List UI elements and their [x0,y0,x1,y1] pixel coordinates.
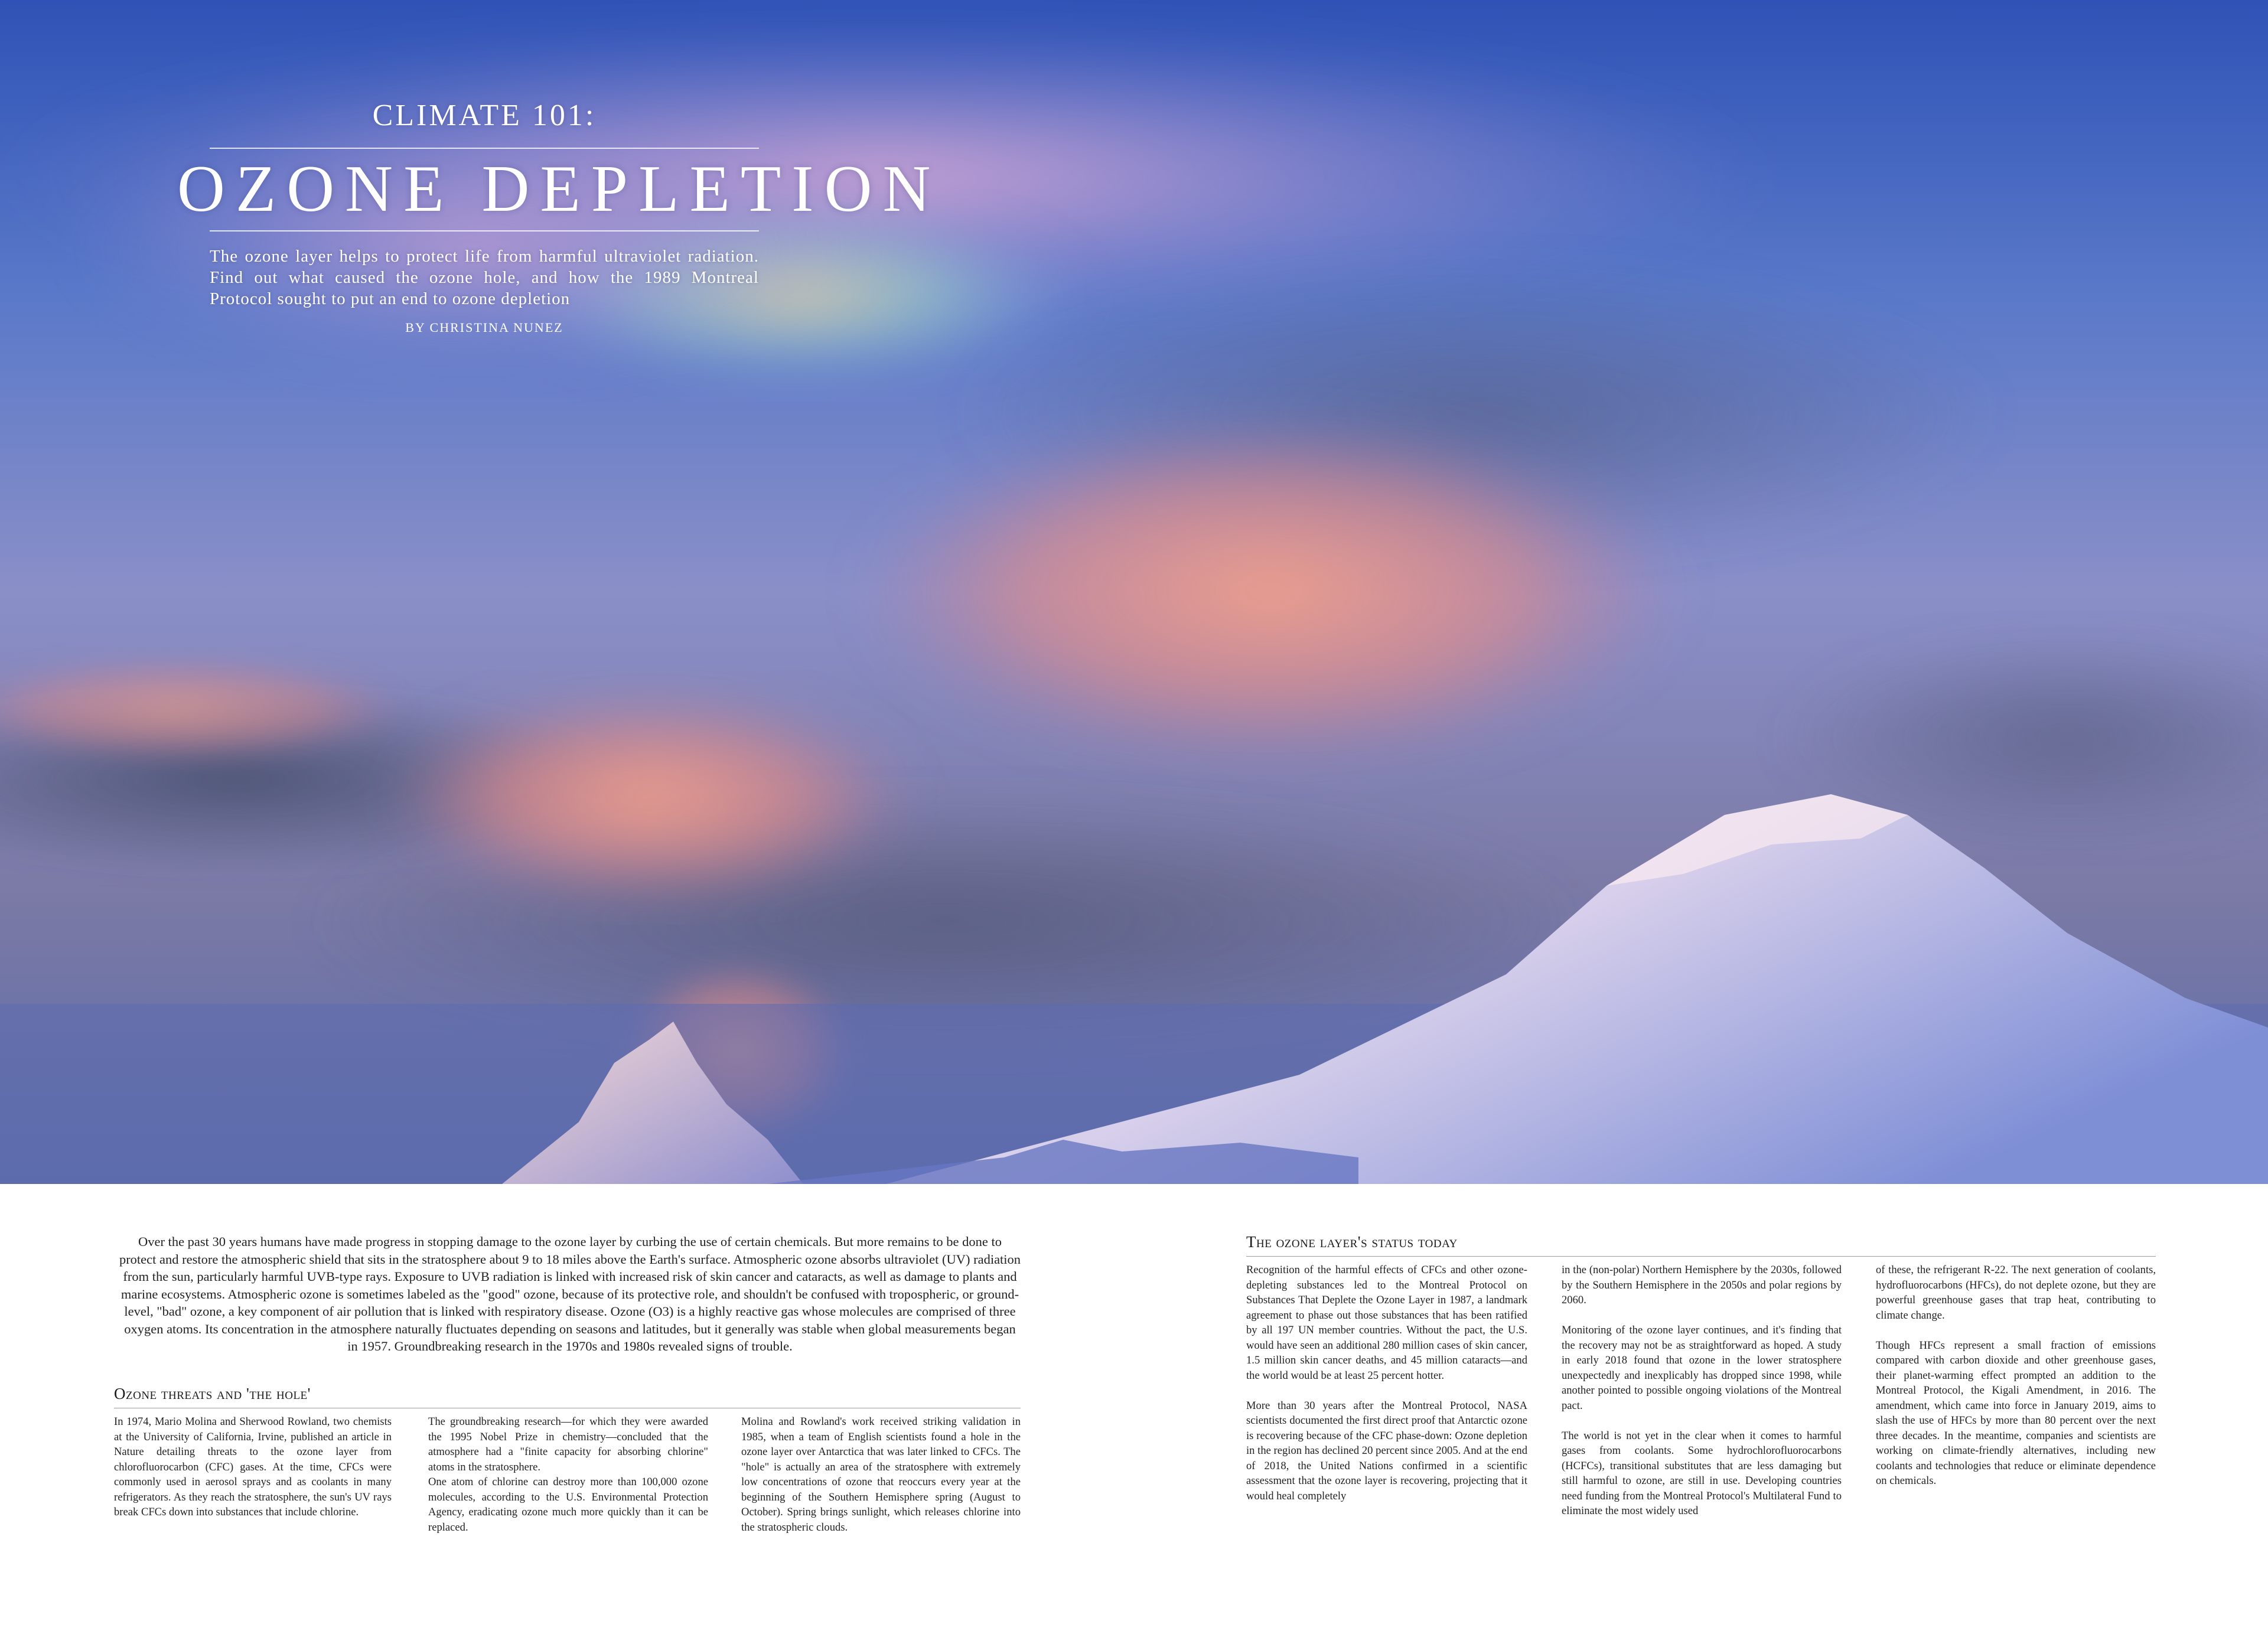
paragraph: in the (non-polar) Northern Hemisphere by the 2030s, followed by the Southern Hemisphere in the 2050s and polar regions by 2060. [1562,1264,1842,1306]
paragraph: In 1974, Mario Molina and Sherwood Rowland, two chemists at the University of California, Irvine, published an article in Nature detailing threats to the ozone layer from chlorofluorocarbon (CFC) gases. At the time, CFCs were commonly used in aerosol sprays and as coolants in many refrigerators. As they reach the stratosphere, the sun's UV rays break CFCs down into substances that include chlorine. [114,1415,392,1518]
section1-column-2 [428,1414,708,1535]
title-rule-top [210,148,759,149]
paragraph: Recognition of the harmful effects of CFCs and other ozone-depleting substances led to the Montreal Protocol on Substances That Deplete the Ozone Layer in 1987, a landmark agreement to phase out those substances that has been ratified by all 197 UN member countries. Without the pact, the U.S. would have seen an additional 280 million cases of skin cancer, 1.5 million skin cancer deaths, and 45 million cataracts—and the world would be at least 25 percent hotter. [1246,1264,1527,1382]
section1-column-1 [114,1414,392,1520]
paragraph: of these, the refrigerant R-22. The next generation of coolants, hydrofluorocarbons (HFCs), do not deplete ozone, but they are powerful greenhouse gases that trap heat, contributing to climate change. [1876,1264,2156,1322]
kicker: CLIMATE 101: [372,99,597,132]
intro-paragraph: Over the past 30 years humans have made progress in stopping damage to the ozone layer by curbing the use of certain chemicals. But more remains to be done to protect and restore the atmospheric shield that sits in the stratosphere about 9 to 18 miles above the Earth's surface. Atmospheric ozone absorbs ultraviolet (UV) radiation from the sun, particularly harmful UVB-type rays. Exposure to UVB radiation is linked with increased risk of skin cancer and cataracts, as well as damage to plants and marine ecosystems. Atmospheric ozone is sometimes labeled as the "good" ozone, because of its protective role, and shouldn't be confused with tropospheric, or ground-level, "bad" ozone, a key component of air pollution that is linked with respiratory disease. Ozone (O3) is a highly reactive gas whose molecules are comprised of three oxygen atoms. Its concentration in the atmosphere naturally fluctuates depending on seasons and latitudes, but it generally was stable when global measurements began in 1957. Groundbreaking research in the 1970s and 1980s revealed signs of trouble. [119,1234,1021,1353]
section2-column-1 [1246,1263,1527,1503]
paragraph: One atom of chlorine can destroy more than 100,000 ozone molecules, according to the U.S. Environmental Protection Agency, eradicating ozone much more quickly than it can be replaced. [428,1476,708,1534]
section2-column-2 [1562,1263,1842,1519]
byline: BY CHRISTINA NUNEZ [405,320,563,335]
section2-column-3 [1876,1263,2156,1489]
deck: The ozone layer helps to protect life from harmful ultraviolet radiation. Find out what caused the ozone hole, and how the 1989 Montreal Protocol sought to put an end to ozone depletion [210,247,759,308]
section-heading-ozone-threats: Ozone threats and 'the hole' [114,1385,311,1402]
section-rule [1246,1256,2156,1257]
paragraph: Though HFCs represent a small fraction of emissions compared with carbon dioxide and other greenhouse gases, their planet-warming effect prompted an addition to the Montreal Protocol, the Kigali Amendment, in 2016. The amendment, which came into force in January 2019, aims to slash the use of HFCs by more than 80 percent over the next three decades. In the meantime, companies and scientists are working on climate-friendly alternatives, including new coolants and technologies that reduce or eliminate dependence on chemicals. [1876,1339,2156,1487]
paragraph: Monitoring of the ozone layer continues, and it's finding that the recovery may not be as straightforward as hoped. A study in early 2018 found that ozone in the lower stratosphere unexpectedly and inexplicably has dropped since 1998, while another pointed to possible ongoing violations of the Montreal pact. [1562,1324,1842,1412]
section1-column-3 [741,1414,1021,1535]
title-block [177,99,941,335]
paragraph: The world is not yet in the clear when it comes to harmful gases from coolants. Some hydrochlorofluorocarbons (HCFCs), transitional substitutes that are less damaging but still harmful to ozone, are still in use. Developing countries need funding from the Montreal Protocol's Multilateral Fund to eliminate the most widely used [1562,1429,1842,1517]
paragraph: The groundbreaking research—for which they were awarded the 1995 Nobel Prize in chemistry—concluded that the atmosphere had a "finite capacity for absorbing chlorine" atoms in the stratosphere. [428,1415,708,1473]
title-rule-bottom [210,230,759,231]
section-heading-status-today: The ozone layer's status today [1246,1233,1458,1251]
paragraph: Molina and Rowland's work received striking validation in 1985, when a team of English scientists found a hole in the ozone layer over Antarctica that was later linked to CFCs. The "hole" is actually an area of the stratosphere with extremely low concentrations of ozone that reoccurs every year at the beginning of the Southern Hemisphere spring (August to October). Spring brings sunlight, which releases chlorine into the stratospheric clouds. [741,1415,1021,1534]
paragraph: More than 30 years after the Montreal Protocol, NASA scientists documented the first direct proof that Antarctic ozone is recovering because of the CFC phase-down: Ozone depletion in the region has declined 20 percent since 2005. And at the end of 2018, the United Nations confirmed in a scientific assessment that the ozone layer is recovering, projecting that it would heal completely [1246,1399,1527,1502]
page-title: OZONE DEPLETION [177,152,941,226]
